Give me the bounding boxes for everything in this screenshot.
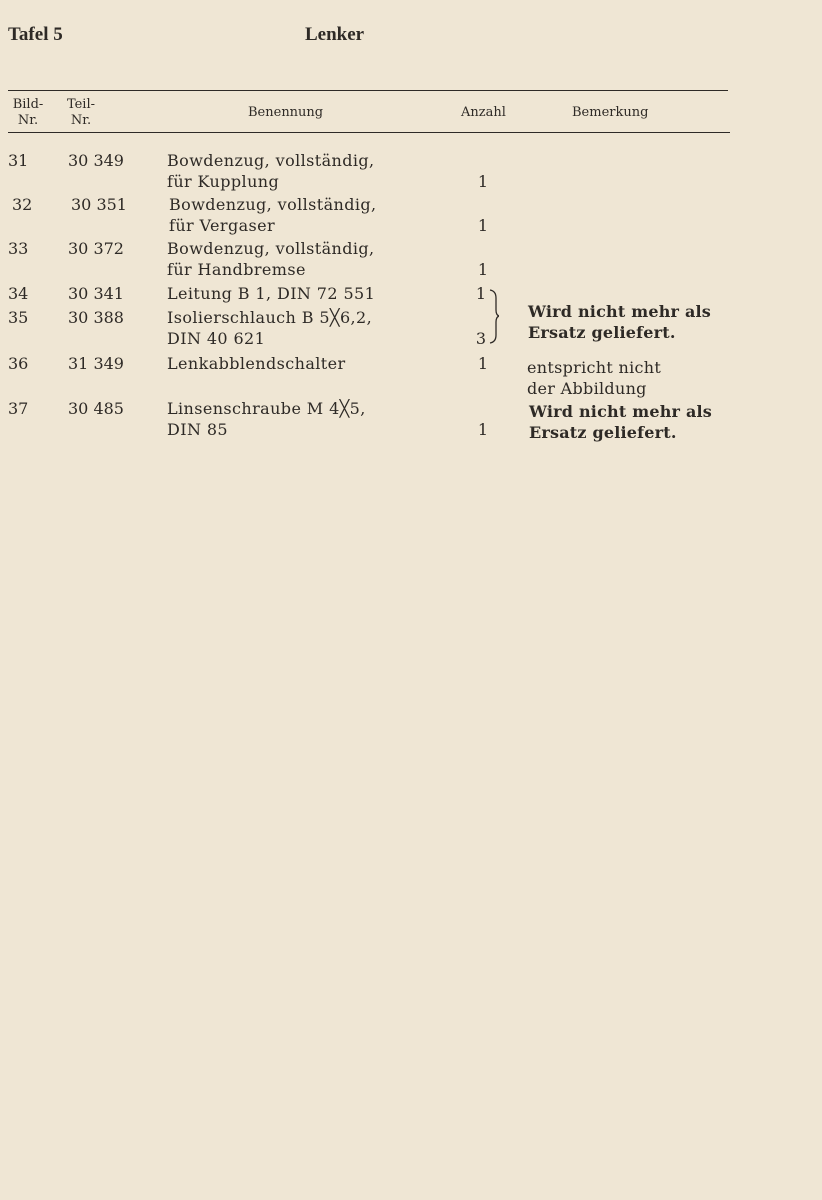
teil-nr-cell: 30 349 bbox=[68, 151, 124, 170]
benennung-cell: Isolierschlauch B 5╳6,2, DIN 40 621 bbox=[167, 308, 373, 348]
column-header-anzahl: Anzahl bbox=[461, 105, 506, 120]
benennung-cell: Lenkabblendschalter bbox=[167, 354, 346, 373]
teil-nr-cell: 30 388 bbox=[68, 308, 124, 327]
benennung-cell: Bowdenzug, vollständig, für Vergaser bbox=[169, 195, 377, 235]
bemerkung-cell: Wird nicht mehr als Ersatz geliefert. bbox=[528, 302, 711, 342]
bild-nr-cell: 37 bbox=[8, 399, 29, 418]
anzahl-cell: 1 bbox=[477, 260, 488, 279]
anzahl-cell: 1 bbox=[477, 216, 488, 235]
bild-nr-cell: 34 bbox=[8, 284, 29, 303]
column-header-bemerkung: Bemerkung bbox=[572, 105, 649, 120]
grouping-brace bbox=[489, 288, 499, 344]
anzahl-cell: 1 bbox=[477, 420, 488, 439]
bild-nr-cell: 33 bbox=[8, 239, 29, 258]
bild-nr-cell: 36 bbox=[8, 354, 29, 373]
anzahl-cell: 3 bbox=[475, 329, 486, 348]
page-number: Tafel 5 bbox=[8, 24, 63, 45]
benennung-cell: Leitung B 1, DIN 72 551 bbox=[167, 284, 376, 303]
bild-nr-cell: 31 bbox=[8, 151, 29, 170]
anzahl-cell: 1 bbox=[477, 354, 488, 373]
benennung-cell: Bowdenzug, vollständig, für Kupplung bbox=[167, 151, 375, 191]
benennung-cell: Linsenschraube M 4╳5, DIN 85 bbox=[167, 399, 366, 439]
column-header-benennung: Benennung bbox=[248, 105, 324, 120]
teil-nr-cell: 30 372 bbox=[68, 239, 124, 258]
table-header-rule bbox=[8, 132, 730, 133]
benennung-cell: Bowdenzug, vollständig, für Handbremse bbox=[167, 239, 375, 279]
page-title: Lenker bbox=[305, 24, 365, 45]
bemerkung-cell: entspricht nicht der Abbildung bbox=[527, 358, 662, 398]
bild-nr-cell: 32 bbox=[12, 195, 33, 214]
bild-nr-cell: 35 bbox=[8, 308, 29, 327]
teil-nr-cell: 30 485 bbox=[68, 399, 124, 418]
column-header-teil-nr: Teil- Nr. bbox=[66, 97, 96, 128]
anzahl-cell: 1 bbox=[477, 172, 488, 191]
bemerkung-cell: Wird nicht mehr als Ersatz geliefert. bbox=[529, 402, 712, 442]
teil-nr-cell: 30 351 bbox=[71, 195, 127, 214]
column-header-bild-nr: Bild- Nr. bbox=[12, 97, 44, 128]
anzahl-cell: 1 bbox=[475, 284, 486, 303]
teil-nr-cell: 31 349 bbox=[68, 354, 124, 373]
table-top-rule bbox=[8, 90, 728, 91]
teil-nr-cell: 30 341 bbox=[68, 284, 124, 303]
